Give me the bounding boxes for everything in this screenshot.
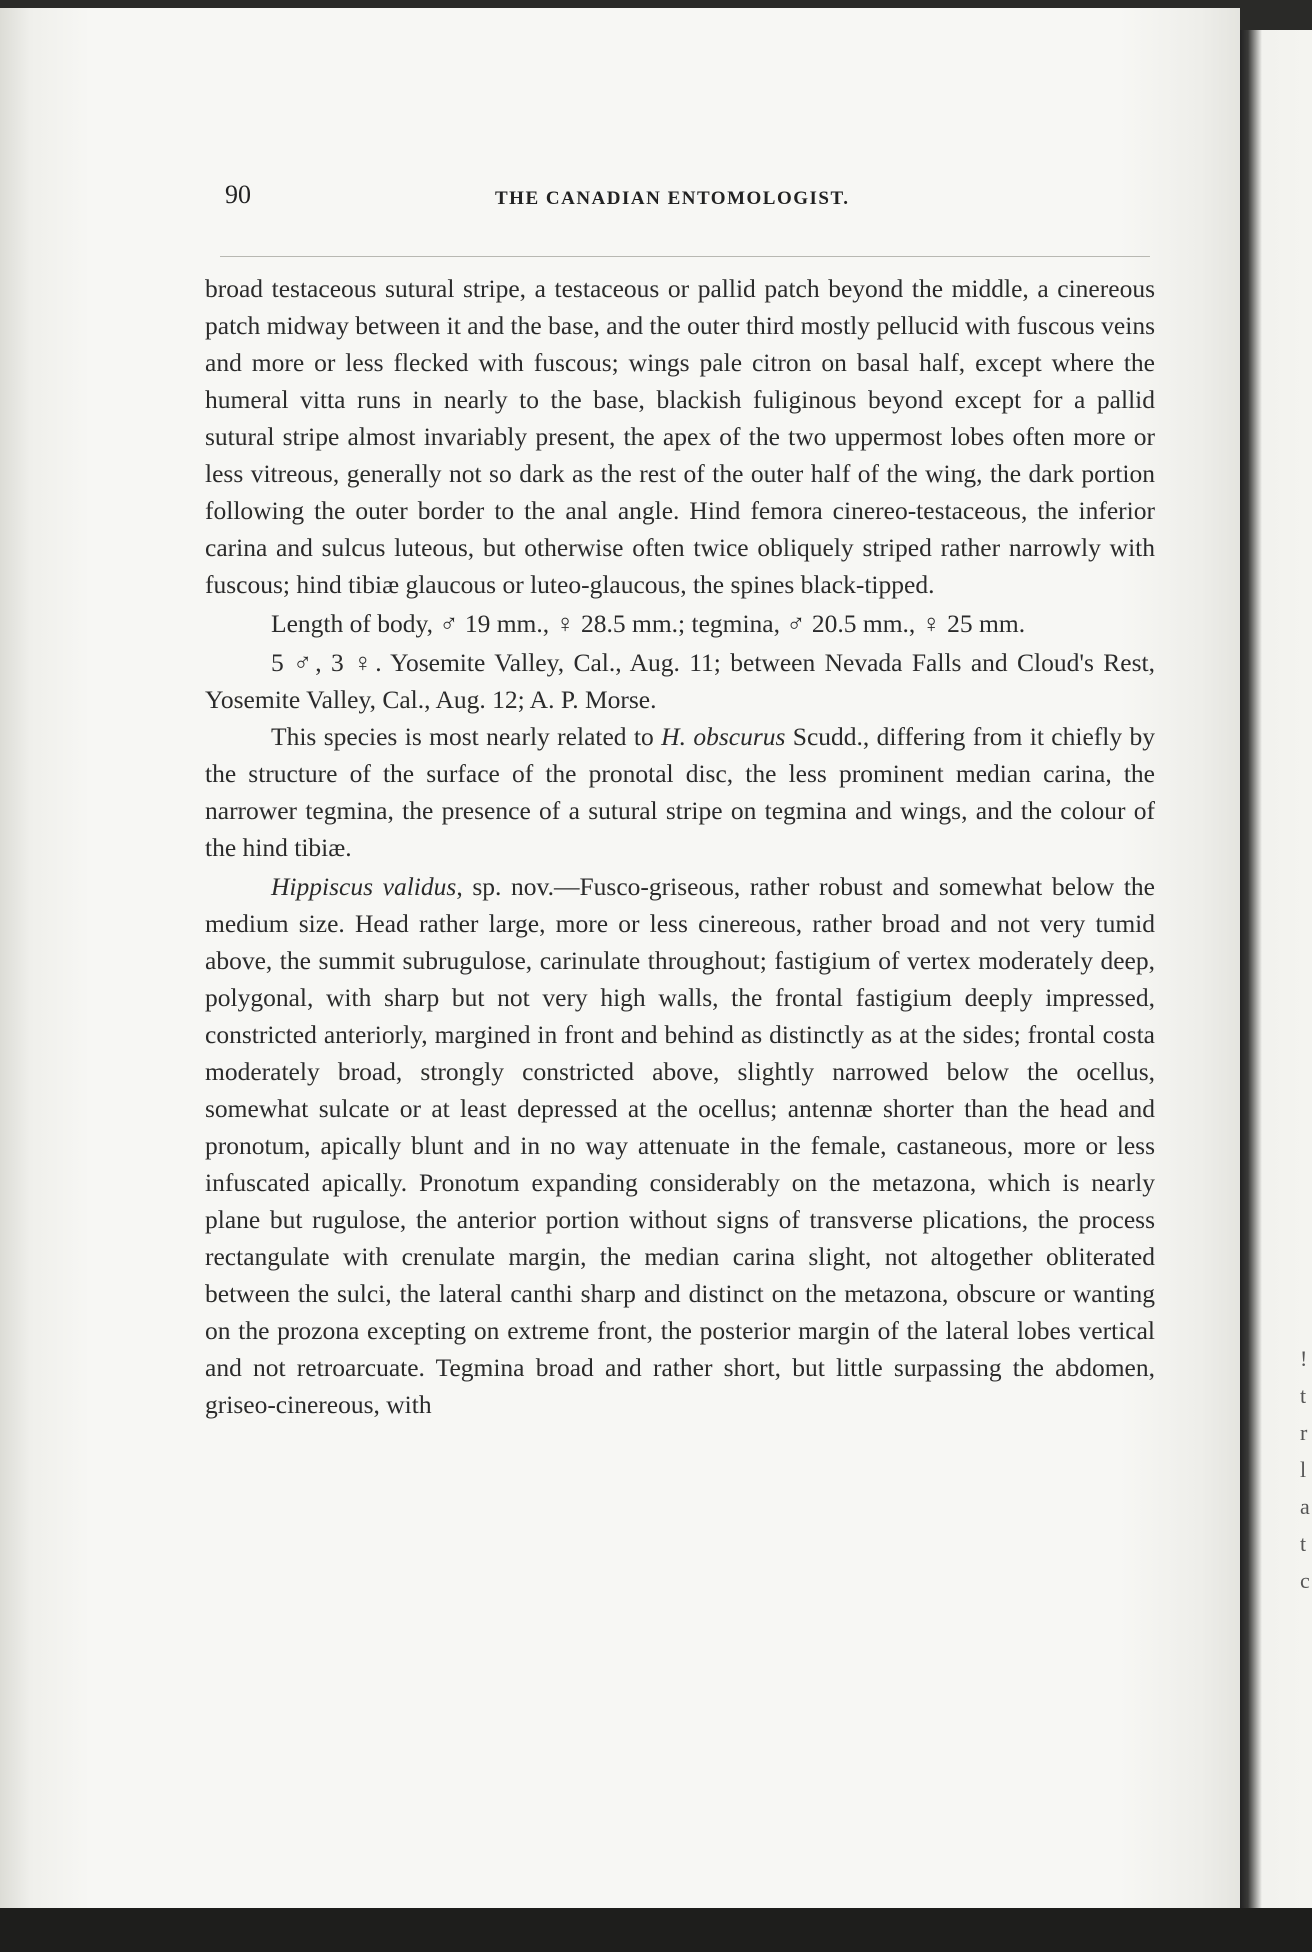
- scan-border: [0, 1908, 1312, 1952]
- new-species-description: , sp. nov.—Fusco-griseous, rather robust and somewhat below the medium size. Head rather large, more or less cinereous, rather broad and not very tumid above, the summit subrugulose, carinulate throughout; fastigium of vertex moderately deep, polygonal, with sharp but not very high walls, the frontal fastigium deeply impressed, constricted anteriorly, margined in front and behind as distinctly as at the sides; frontal costa moderately broad, strongly constricted above, slightly narrowed below the ocellus, somewhat sulcate or at least depressed at the ocellus; antennæ shorter than the head and pronotum, apically blunt and in no way attenuate in the female, castaneous, more or less infuscated apically. Pronotum expanding considerably on the metazona, which is nearly plane but rugulose, the anterior portion without signs of transverse plications, the process rectangulate with crenulate margin, the median carina slight, not altogether obliterated between the sulci, the lateral canthi sharp and distinct on the metazona, obscure or wanting on the prozona excepting on extreme front, the posterior margin of the lateral lobes vertical and not retroarcuate. Tegmina broad and rather short, but little surpassing the abdomen, griseo-cinereous, with: [205, 872, 1155, 1419]
- relationship-text-start: This species is most nearly related to: [271, 722, 662, 751]
- paragraph-description-continued: broad testaceous sutural stripe, a testaceous or pallid patch beyond the middle, a cinereous patch midway between it and the base, and the outer third mostly pellucid with fuscous veins and more or less flecked with fuscous; wings pale citron on basal half, except where the humeral vitta runs in nearly to the base, blackish fuliginous beyond except for a pallid sutural stripe almost invariably present, the apex of the two uppermost lobes often more or less vitreous, generally not so dark as the rest of the outer half of the wing, the dark portion following the outer border to the anal angle. Hind femora cinereo-testaceous, the inferior carina and sulcus luteous, but otherwise often twice obliquely striped rather narrowly with fuscous; hind tibiæ glaucous or luteo-glaucous, the spines black-tipped.: [205, 274, 1155, 599]
- adjacent-page-edge: [1240, 30, 1312, 1930]
- paragraph-new-species: [205, 868, 1155, 1423]
- paragraph-specimens: 5 ♂, 3 ♀. Yosemite Valley, Cal., Aug. 11; between Nevada Falls and Cloud's Rest, Yosemite Valley, Cal., Aug. 12; A. P. Morse.: [205, 648, 1155, 714]
- book-page: [0, 8, 1240, 1913]
- page-header: [225, 178, 1125, 218]
- relationship-text-end: Scudd., differing from it chiefly by the structure of the surface of the pronotal disc, the less prominent median carina, the narrower tegmina, the presence of a sutural stripe on tegmina and wings, and the colour of the hind tibiæ.: [205, 722, 1155, 862]
- species-name-validus: Hippiscus validus: [271, 872, 457, 901]
- paragraph-measurements: Length of body, ♂ 19 mm., ♀ 28.5 mm.; tegmina, ♂ 20.5 mm., ♀ 25 mm.: [271, 609, 1026, 638]
- header-rule: [220, 256, 1150, 257]
- species-name-obscurus: H. obscurus: [661, 722, 786, 751]
- page-number: 90: [225, 180, 251, 209]
- adjacent-page-glyphs: ! t r l a t c: [1300, 1346, 1310, 1593]
- paragraph-relationship: [205, 718, 1155, 866]
- body-text: [205, 270, 1155, 1423]
- running-title: THE CANADIAN ENTOMOLOGIST.: [495, 188, 850, 209]
